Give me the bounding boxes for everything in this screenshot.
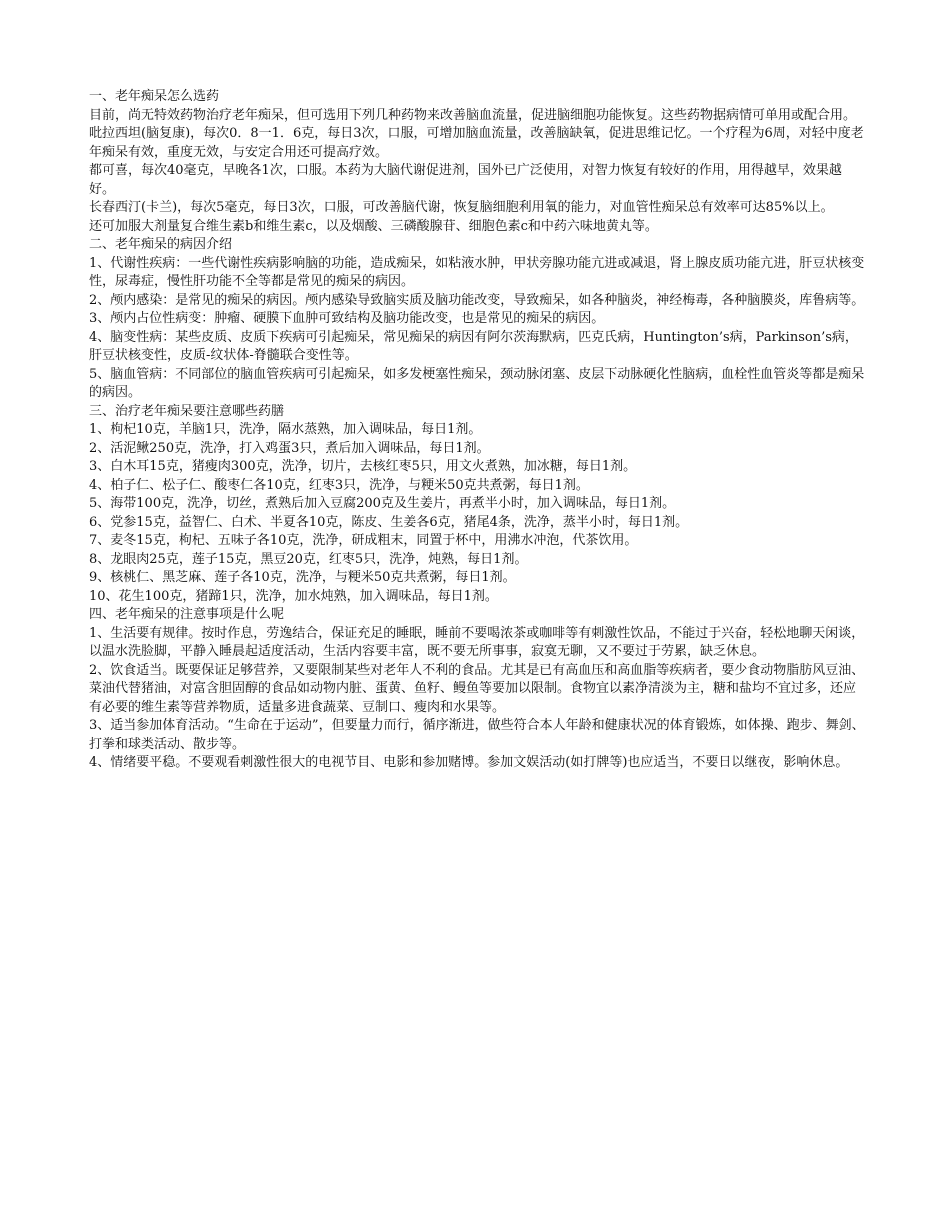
paragraph: 1、代谢性疾病：一些代谢性疾病影响脑的功能，造成痴呆，如粘液水肿，甲状旁腺功能亢进或减退，肾上腺皮质功能亢进，肝豆状核变性，尿毒症，慢性肝功能不全等都是常见的痴呆的病因。 bbox=[89, 255, 865, 289]
paragraph: 吡拉西坦(脑复康)，每次0．8一1．6克，每日3次，口服，可增加脑血流量，改善脑缺氧，促进思维记忆。一个疗程为6周，对轻中度老年痴呆有效，重度无效，与安定合用还可提高疗效。 bbox=[89, 126, 864, 160]
section-heading-2: 二、老年痴呆的病因介绍 bbox=[89, 237, 233, 252]
section-heading-4: 四、老年痴呆的注意事项是什么呢 bbox=[89, 607, 285, 622]
recipe-item: 2、活泥鳅250克，洗净，打入鸡蛋3只，煮后加入调味品，每日1剂。 bbox=[89, 440, 490, 456]
recipe-item: 5、海带100克，洗净，切丝，煮熟后加入豆腐200克及生姜片，再煮半小时，加入调味品，每日1剂。 bbox=[89, 496, 676, 511]
document-body bbox=[89, 88, 867, 773]
paragraph: 1、生活要有规律。按时作息，劳逸结合，保证充足的睡眠，睡前不要喝浓茶或咖啡等有刺激性饮品，不能过于兴奋，轻松地聊天闲谈，以温水洗脸脚，平静入睡晨起适度活动，生活内容要丰富，既不要无所事事，寂寞无聊，又不要过于劳累，缺乏休息。 bbox=[89, 625, 865, 659]
recipe-item: 3、白木耳15克，猪瘦肉300克，洗净，切片，去核红枣5只，用文火煮熟，加冰糖，每日1剂。 bbox=[89, 459, 637, 474]
section-heading-1: 一、老年痴呆怎么选药 bbox=[89, 89, 220, 104]
paragraph: 4、情绪要平稳。不要观看刺激性很大的电视节目、电影和参加赌博。参加文娱活动(如打牌等)也应适当，不要日以继夜，影响休息。 bbox=[89, 755, 849, 770]
paragraph: 长春西汀(卡兰)，每次5毫克，每日3次，口服，可改善脑代谢，恢复脑细胞利用氧的能力，对血管性痴呆总有效率可达85%以上。 bbox=[89, 200, 834, 215]
paragraph: 5、脑血管病：不同部位的脑血管疾病可引起痴呆，如多发梗塞性痴呆，颈动脉闭塞、皮层下动脉硬化性脑病，血栓性血管炎等都是痴呆的病因。 bbox=[89, 366, 865, 400]
recipe-item: 1、枸杞10克，羊脑1只，洗净，隔水蒸熟，加入调味品，每日1剂。 bbox=[89, 422, 482, 437]
paragraph: 3、适当参加体育活动。“生命在于运动”，但要量力而行，循序渐进，做些符合本人年龄和健康状况的体育锻炼，如体操、跑步、舞剑、打拳和球类活动、散步等。 bbox=[89, 718, 865, 752]
paragraph: 4、脑变性病：某些皮质、皮质下疾病可引起痴呆，常见痴呆的病因有阿尔茨海默病，匹克氏病，Huntington’s病，Parkinson’s病，肝豆状核变性，皮质-纹状体-脊髓联合变性等。 bbox=[89, 329, 858, 363]
paragraph: 2、饮食适当。既要保证足够营养，又要限制某些对老年人不利的食品。尤其是已有高血压和高血脂等疾病者，要少食动物脂肪风豆油、菜油代替猪油，对富含胆固醇的食品如动物内脏、蛋黄、鱼籽、鳗鱼等要加以限制。食物宜以素净清淡为主，糖和盐均不宜过多，还应有必要的维生素等营养物质，适量多进食蔬菜、豆制口、瘦肉和水果等。 bbox=[89, 662, 865, 715]
recipe-item: 9、核桃仁、黑芝麻、莲子各10克，洗净，与粳米50克共煮粥，每日1剂。 bbox=[89, 570, 516, 585]
recipe-item: 10、花生100克，猪蹄1只，洗净，加水炖熟，加入调味品，每日1剂。 bbox=[89, 588, 498, 604]
paragraph: 3、颅内占位性病变：肿瘤、硬膜下血肿可致结构及脑功能改变，也是常见的痴呆的病因。 bbox=[89, 311, 605, 326]
section-heading-3: 三、治疗老年痴呆要注意哪些药膳 bbox=[89, 403, 285, 419]
paragraph: 还可加服大剂量复合维生素b和维生素c，以及烟酸、三磷酸腺苷、细胞色素c和中药六味地黄丸等。 bbox=[89, 218, 658, 234]
paragraph: 目前，尚无特效药物治疗老年痴呆，但可选用下列几种药物来改善脑血流量，促进脑细胞功能恢复。这些药物据病情可单用或配合用。 bbox=[89, 107, 857, 123]
recipe-item: 7、麦冬15克，枸杞、五味子各10克，洗净，研成粗末，同置于杯中，用沸水冲泡，代茶饮用。 bbox=[89, 533, 638, 548]
recipe-item: 4、柏子仁、松子仁、酸枣仁各10克，红枣3只，洗净，与粳米50克共煮粥，每日1剂。 bbox=[89, 477, 589, 493]
recipe-item: 8、龙眼肉25克，莲子15克，黑豆20克，红枣5只，洗净，炖熟，每日1剂。 bbox=[89, 551, 528, 567]
recipe-item: 6、党参15克，益智仁、白术、半夏各10克，陈皮、生姜各6克，猪尾4条，洗净，蒸半小时，每日1剂。 bbox=[89, 514, 689, 530]
paragraph: 2、颅内感染：是常见的痴呆的病因。颅内感染导致脑实质及脑功能改变，导致痴呆，如各种脑炎，神经梅毒，各种脑膜炎，库鲁病等。 bbox=[89, 292, 865, 308]
paragraph: 都可喜，每次40毫克，早晚各1次，口服。本药为大脑代谢促进剂，国外已广泛使用，对智力恢复有较好的作用，用得越早，效果越好。 bbox=[89, 163, 842, 197]
